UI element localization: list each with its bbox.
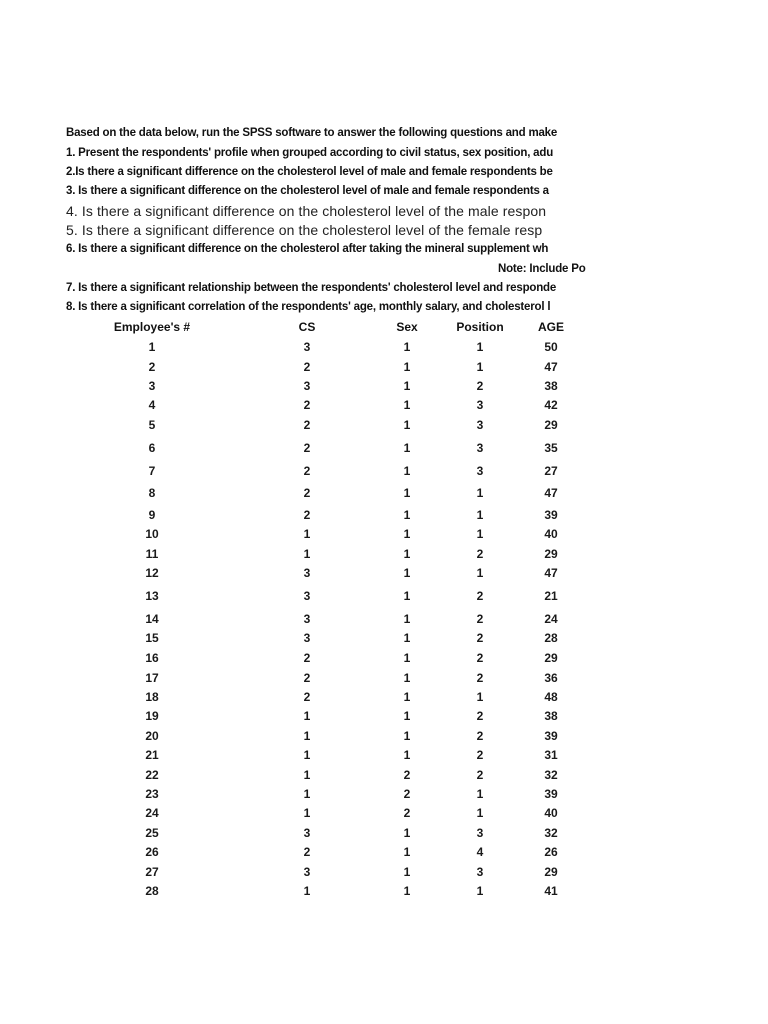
cell-age: 29: [544, 651, 558, 665]
cell-employee-number: 1: [148, 340, 156, 354]
cell-position: 2: [476, 589, 484, 603]
cell-sex: 1: [403, 748, 411, 762]
cell-sex: 1: [403, 441, 411, 455]
cell-age: 47: [544, 360, 558, 374]
cell-cs: 2: [303, 398, 311, 412]
cell-sex: 1: [403, 418, 411, 432]
cell-employee-number: 3: [148, 379, 156, 393]
header-sex: Sex: [396, 320, 418, 334]
cell-sex: 1: [403, 398, 411, 412]
cell-cs: 1: [303, 884, 311, 898]
cell-employee-number: 2: [148, 360, 156, 374]
cell-employee-number: 27: [145, 865, 159, 879]
cell-employee-number: 4: [148, 398, 156, 412]
cell-cs: 1: [303, 787, 311, 801]
cell-age: 27: [544, 464, 558, 478]
cell-cs: 2: [303, 486, 311, 500]
cell-employee-number: 16: [145, 651, 159, 665]
cell-cs: 1: [303, 768, 311, 782]
cell-sex: 2: [403, 806, 411, 820]
cell-age: 47: [544, 486, 558, 500]
cell-position: 1: [476, 566, 484, 580]
cell-position: 2: [476, 612, 484, 626]
cell-position: 3: [476, 418, 484, 432]
cell-employee-number: 10: [145, 527, 159, 541]
cell-cs: 2: [303, 651, 311, 665]
cell-position: 1: [476, 527, 484, 541]
cell-age: 42: [544, 398, 558, 412]
cell-age: 40: [544, 806, 558, 820]
cell-sex: 1: [403, 651, 411, 665]
cell-sex: 1: [403, 865, 411, 879]
cell-cs: 2: [303, 690, 311, 704]
cell-position: 1: [476, 884, 484, 898]
question-6: 6. Is there a significant difference on the cholesterol after taking the mineral supplement wh: [66, 243, 549, 255]
cell-employee-number: 25: [145, 826, 159, 840]
cell-cs: 2: [303, 441, 311, 455]
cell-cs: 2: [303, 464, 311, 478]
cell-age: 29: [544, 547, 558, 561]
cell-sex: 1: [403, 671, 411, 685]
cell-position: 1: [476, 508, 484, 522]
cell-cs: 3: [303, 865, 311, 879]
cell-employee-number: 22: [145, 768, 159, 782]
cell-employee-number: 15: [145, 631, 159, 645]
cell-position: 1: [476, 486, 484, 500]
cell-age: 39: [544, 729, 558, 743]
cell-cs: 2: [303, 360, 311, 374]
cell-cs: 1: [303, 806, 311, 820]
cell-position: 1: [476, 690, 484, 704]
cell-sex: 1: [403, 360, 411, 374]
cell-sex: 1: [403, 527, 411, 541]
intro-line: Based on the data below, run the SPSS software to answer the following questions and make: [66, 127, 558, 139]
cell-age: 35: [544, 441, 558, 455]
question-1: 1. Present the respondents' profile when grouped according to civil status, sex position, adu: [66, 147, 554, 159]
cell-employee-number: 9: [148, 508, 156, 522]
cell-age: 32: [544, 826, 558, 840]
cell-sex: 1: [403, 547, 411, 561]
cell-age: 50: [544, 340, 558, 354]
cell-cs: 3: [303, 826, 311, 840]
cell-cs: 2: [303, 845, 311, 859]
cell-age: 47: [544, 566, 558, 580]
cell-cs: 3: [303, 340, 311, 354]
cell-employee-number: 17: [145, 671, 159, 685]
question-3: 3. Is there a significant difference on the cholesterol level of male and female respondents a: [66, 185, 549, 197]
cell-cs: 2: [303, 508, 311, 522]
cell-cs: 3: [303, 379, 311, 393]
cell-cs: 3: [303, 589, 311, 603]
cell-sex: 2: [403, 768, 411, 782]
cell-cs: 2: [303, 418, 311, 432]
cell-age: 21: [544, 589, 558, 603]
cell-employee-number: 24: [145, 806, 159, 820]
cell-cs: 1: [303, 547, 311, 561]
cell-age: 36: [544, 671, 558, 685]
header-employee-number: Employee's #: [113, 320, 191, 334]
cell-sex: 1: [403, 486, 411, 500]
cell-position: 2: [476, 547, 484, 561]
cell-cs: 1: [303, 709, 311, 723]
cell-age: 32: [544, 768, 558, 782]
cell-age: 48: [544, 690, 558, 704]
cell-employee-number: 5: [148, 418, 156, 432]
cell-cs: 3: [303, 566, 311, 580]
cell-employee-number: 21: [145, 748, 159, 762]
cell-position: 1: [476, 360, 484, 374]
header-cs: CS: [298, 320, 316, 334]
cell-employee-number: 6: [148, 441, 156, 455]
cell-position: 4: [476, 845, 484, 859]
cell-position: 1: [476, 806, 484, 820]
cell-sex: 1: [403, 631, 411, 645]
cell-position: 2: [476, 748, 484, 762]
cell-sex: 1: [403, 690, 411, 704]
cell-cs: 3: [303, 612, 311, 626]
cell-employee-number: 8: [148, 486, 156, 500]
cell-age: 29: [544, 865, 558, 879]
question-5: 5. Is there a significant difference on the cholesterol level of the female resp: [66, 222, 543, 238]
cell-employee-number: 12: [145, 566, 159, 580]
cell-employee-number: 19: [145, 709, 159, 723]
cell-sex: 1: [403, 709, 411, 723]
cell-employee-number: 14: [145, 612, 159, 626]
question-7: 7. Is there a significant relationship between the respondents' cholesterol level and responde: [66, 282, 557, 294]
cell-employee-number: 20: [145, 729, 159, 743]
cell-sex: 1: [403, 566, 411, 580]
cell-position: 2: [476, 709, 484, 723]
cell-sex: 2: [403, 787, 411, 801]
cell-position: 2: [476, 631, 484, 645]
question-8: 8. Is there a significant correlation of the respondents' age, monthly salary, and cholesterol l: [66, 301, 551, 313]
question-4: 4. Is there a significant difference on the cholesterol level of the male respon: [66, 203, 547, 219]
cell-cs: 1: [303, 748, 311, 762]
cell-age: 38: [544, 709, 558, 723]
cell-position: 2: [476, 651, 484, 665]
cell-sex: 1: [403, 845, 411, 859]
cell-age: 29: [544, 418, 558, 432]
cell-sex: 1: [403, 508, 411, 522]
cell-position: 3: [476, 441, 484, 455]
cell-employee-number: 26: [145, 845, 159, 859]
cell-employee-number: 11: [145, 547, 159, 561]
cell-position: 1: [476, 340, 484, 354]
cell-employee-number: 7: [148, 464, 156, 478]
cell-position: 2: [476, 671, 484, 685]
cell-position: 2: [476, 768, 484, 782]
cell-position: 3: [476, 865, 484, 879]
cell-age: 24: [544, 612, 558, 626]
cell-sex: 1: [403, 612, 411, 626]
cell-employee-number: 18: [145, 690, 159, 704]
cell-sex: 1: [403, 464, 411, 478]
cell-age: 31: [544, 748, 558, 762]
cell-cs: 1: [303, 527, 311, 541]
cell-position: 3: [476, 398, 484, 412]
cell-employee-number: 23: [145, 787, 159, 801]
cell-sex: 1: [403, 729, 411, 743]
cell-position: 1: [476, 787, 484, 801]
cell-employee-number: 28: [145, 884, 159, 898]
cell-position: 2: [476, 729, 484, 743]
cell-age: 26: [544, 845, 558, 859]
cell-cs: 2: [303, 671, 311, 685]
cell-sex: 1: [403, 884, 411, 898]
cell-sex: 1: [403, 340, 411, 354]
note-line: Note: Include Po: [498, 263, 586, 275]
cell-position: 3: [476, 826, 484, 840]
cell-position: 3: [476, 464, 484, 478]
cell-employee-number: 13: [145, 589, 159, 603]
cell-cs: 1: [303, 729, 311, 743]
cell-age: 39: [544, 787, 558, 801]
question-2: 2.Is there a significant difference on the cholesterol level of male and female respondents be: [66, 166, 553, 178]
cell-cs: 3: [303, 631, 311, 645]
cell-sex: 1: [403, 826, 411, 840]
cell-position: 2: [476, 379, 484, 393]
header-age: AGE: [537, 320, 564, 334]
header-position: Position: [456, 320, 504, 334]
cell-age: 39: [544, 508, 558, 522]
cell-sex: 1: [403, 379, 411, 393]
cell-age: 38: [544, 379, 558, 393]
cell-age: 41: [544, 884, 558, 898]
cell-age: 40: [544, 527, 558, 541]
cell-sex: 1: [403, 589, 411, 603]
cell-age: 28: [544, 631, 558, 645]
